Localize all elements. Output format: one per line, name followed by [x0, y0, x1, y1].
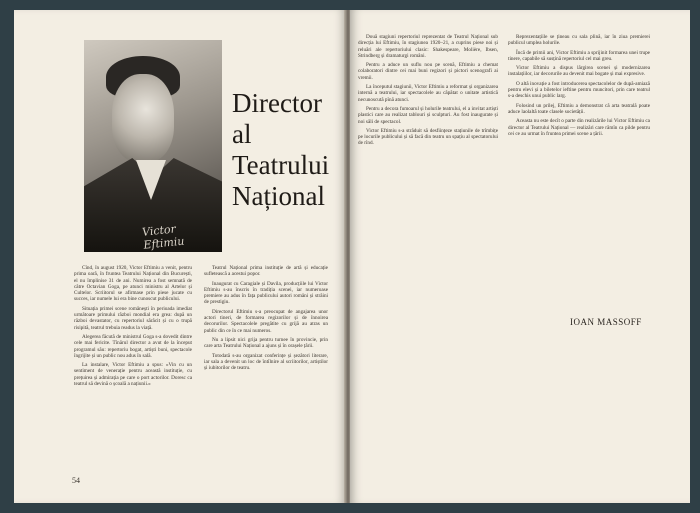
right-page	[350, 10, 690, 503]
paragraph: Folosind un prilej, Eftimiu a demonstrat că arta teatrală poate aduce laolaltă toate clasele societății.	[508, 102, 650, 115]
left-column-2	[204, 265, 328, 374]
right-column-2	[508, 34, 650, 140]
title-line: Teatrului	[232, 150, 330, 180]
paragraph: O altă inovație a fost introducerea spectacolelor de după-amiază pentru elevi și a biletelor ieftine pentru muncitori, prin care teatrul s-a deschis unui public larg.	[508, 80, 650, 100]
paragraph: La instalare, Victor Eftimiu a spus: «Vin cu un sentiment de venerație pentru această instituție, cu prețuirea și admirația pe care o port actorilor. Doresc ca teatrul să devină o școală a națiunii.»	[74, 362, 192, 388]
title-line: Director	[232, 88, 322, 118]
paragraph: Situația primei scene românești în perioada imediat următoare primului război mondial era grea: după un război devastator, cu repertoriul sărăcit și cu o trupă risipită, teatrul trebuia readus la viață.	[74, 305, 192, 331]
title-line: Național	[232, 181, 325, 211]
paragraph: Două stagiuni repertoriul reprezentat de Teatrul Național sub direcția lui Eftimiu, în stagiunea 1920–21, a cuprins piese noi și reluări ale repertoriului clasic: Shakespeare, Molière, Ibsen, Strindberg și dramaturgi români.	[358, 34, 498, 59]
page-number: 54	[72, 476, 80, 485]
paragraph: Victor Eftimiu a dispus lărgirea scenei și modernizarea instalațiilor, iar decorurile au devenit mai bogate și mai expresive.	[508, 65, 650, 78]
paragraph: Încă de primii ani, Victor Eftimiu a sprijinit formarea unei trupe tinere, capabile să susțină repertoriul cel mai greu.	[508, 49, 650, 62]
paragraph: Inaugurat cu Caragiale și Davila, producțiile lui Victor Eftimiu s-au înscris în tradiția scenei, iar numeroase premiere au adus în fața publicului autori români și străini de prestigiu.	[204, 280, 328, 306]
paragraph: Pentru a decora fumoarul și holurile teatrului, el a invitat artiști plastici care au realizat tablouri și sculpturi. Au fost inaugurate și noi săli de spectacol.	[358, 105, 498, 125]
paragraph: Nu a lipsit nici grija pentru turnee în provincie, prin care arta Teatrului Național a ajuns și în orașele țării.	[204, 336, 328, 350]
article-title	[232, 88, 346, 212]
paragraph: La începutul stagiunii, Victor Eftimiu a reformat și organizarea internă a teatrului, iar spectacolele au căpătat o unitate artistică necunoscută pînă atunci.	[358, 84, 498, 103]
right-column-1	[358, 34, 498, 150]
portrait-photo	[84, 40, 222, 252]
paragraph: Aceasta nu este decît o parte din realizările lui Victor Eftimiu ca director al Teatrului Național — realizări care rămîn ca pilde pentru cei ce au urmat în fruntea primei scene a țării.	[508, 118, 650, 137]
left-column-1	[74, 265, 192, 390]
paragraph: Victor Eftimiu s-a străduit să desființeze stațiunile de trîmbițe pe locurile publicului și să facă din teatru un spațiu al spectatorului de rînd.	[358, 127, 498, 147]
paragraph: Teatrul Național prima instituție de artă și educație sufletească a acestui popor.	[204, 265, 328, 278]
photo-signature: Victor Eftimiu	[141, 222, 186, 252]
paragraph: Reprezentațiile se țineau cu sala plină, iar în ziua premierei publicul umplea holurile.	[508, 34, 650, 47]
paragraph: Cînd, în august 1920, Victor Eftimiu a venit, pentru prima oară, în fruntea Teatrului Național din București, el nu împlinise 31 de ani. Numirea a fost semnată de către Octavian Goga, pe atunci ministru al Artelor și Cultelor. Scriitorul se afirmase prin piese jucate cu succes, iar numele lui era bine cunoscut publicului.	[74, 265, 192, 303]
paragraph: Totodată s-au organizat conferințe și șezători literare, iar sala a devenit un loc de întîlnire al scriitorilor, artiștilor și iubitorilor de teatru.	[204, 352, 328, 372]
portrait-face	[112, 74, 174, 162]
paragraph: Alegerea făcută de ministrul Goga s-a dovedit dintre cele mai fericite. Tînărul director a avut de la început programul său: repertoriu bogat, artiști buni, spectacole îngrijite și un public nou adus în sală.	[74, 333, 192, 359]
author-signature: IOAN MASSOFF	[570, 317, 642, 327]
paragraph: Directorul Eftimiu s-a preocupat de angajarea unor actori tineri, de formarea regizorilor și de înnoirea decorurilor. Spectacolele pregătite cu grijă au atras un public din ce în ce mai numeros.	[204, 308, 328, 334]
title-line: al	[232, 119, 252, 149]
paragraph: Pentru a aduce un suflu nou pe scenă, Eftimiu a chemat colaboratori dintre cei mai buni regizori și pictori scenografi ai vremii.	[358, 62, 498, 81]
left-page	[14, 10, 346, 503]
